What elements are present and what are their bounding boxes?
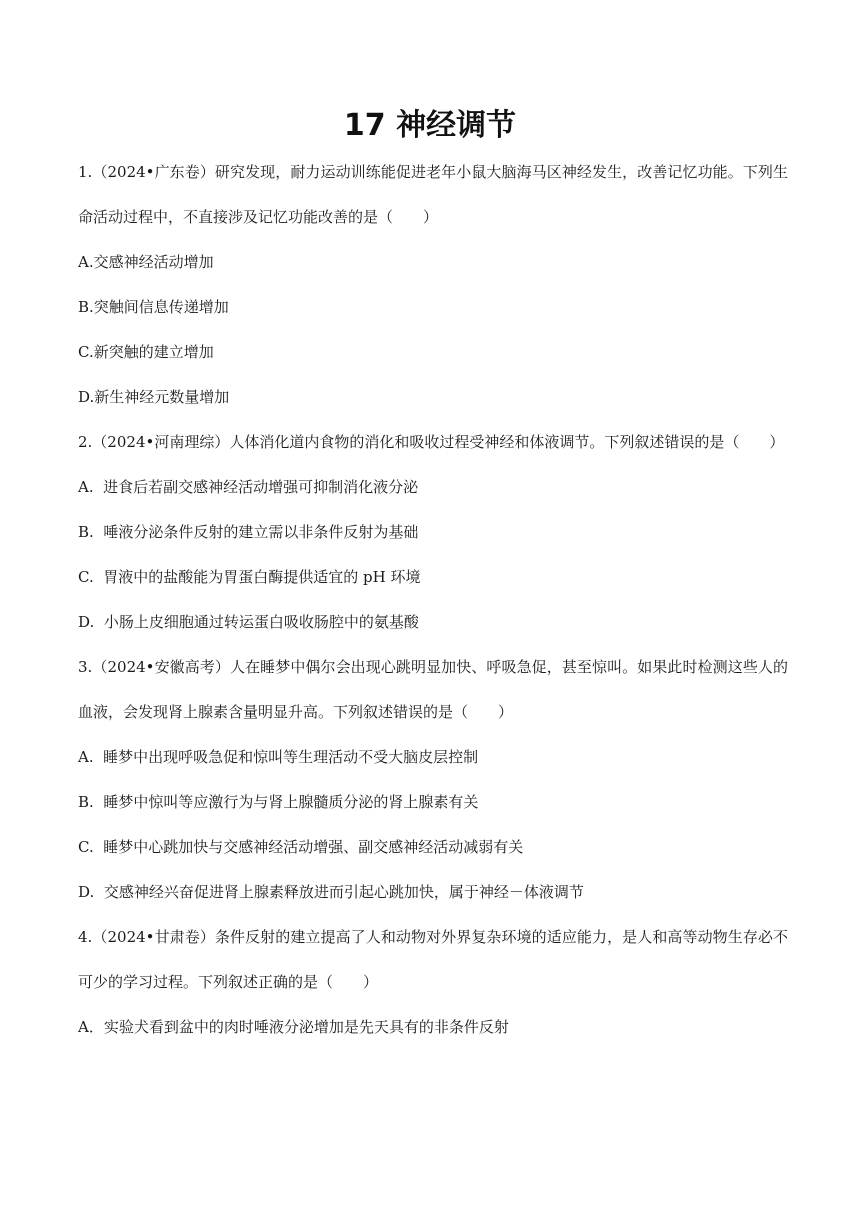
option-a xyxy=(78,240,788,285)
option-b xyxy=(78,285,788,330)
option-label: D. xyxy=(78,388,95,406)
question-3 xyxy=(78,645,788,915)
option-b xyxy=(78,780,788,825)
option-text: 交感神经兴奋促进肾上腺素释放进而引起心跳加快，属于神经－体液调节 xyxy=(103,883,584,901)
question-4 xyxy=(78,915,788,1050)
question-stem: 3.（2024•安徽高考）人在睡梦中偶尔会出现心跳明显加快、呼吸急促，甚至惊叫。如果此时检测这些人的血液，会发现肾上腺素含量明显升高。下列叙述错误的是（ ） xyxy=(78,658,788,721)
option-text: 小肠上皮细胞通过转运蛋白吸收肠腔中的氨基酸 xyxy=(103,613,419,631)
option-a xyxy=(78,1005,788,1050)
page-title: 17 神经调节 xyxy=(343,108,517,143)
option-text: 睡梦中出现呼吸急促和惊叫等生理活动不受大脑皮层控制 xyxy=(103,748,479,766)
option-label: B. xyxy=(78,298,94,316)
option-text: 新生神经元数量增加 xyxy=(94,388,230,406)
option-label: A. xyxy=(78,748,94,766)
option-label: C. xyxy=(78,568,94,586)
option-text: 睡梦中惊叫等应激行为与肾上腺髓质分泌的肾上腺素有关 xyxy=(103,793,479,811)
question-1 xyxy=(78,150,788,420)
option-label: C. xyxy=(78,343,94,361)
option-label: B. xyxy=(78,793,94,811)
question-stem: 4.（2024•甘肃卷）条件反射的建立提高了人和动物对外界复杂环境的适应能力，是人和高等动物生存必不可少的学习过程。下列叙述正确的是（ ） xyxy=(78,928,788,991)
option-d xyxy=(78,600,788,645)
option-a xyxy=(78,735,788,780)
question-2 xyxy=(78,420,788,645)
option-c xyxy=(78,825,788,870)
option-text: 睡梦中心跳加快与交感神经活动增强、副交感神经活动减弱有关 xyxy=(103,838,524,856)
option-text: 胃液中的盐酸能为胃蛋白酶提供适宜的 pH 环境 xyxy=(103,568,421,586)
option-text: 突触间信息传递增加 xyxy=(93,298,229,316)
option-label: C. xyxy=(78,838,94,856)
option-c xyxy=(78,555,788,600)
option-label: D. xyxy=(78,613,95,631)
option-d xyxy=(78,375,788,420)
option-label: A. xyxy=(78,478,94,496)
option-label: A. xyxy=(78,253,94,271)
option-text: 唾液分泌条件反射的建立需以非条件反射为基础 xyxy=(103,523,419,541)
question-stem: 1.（2024•广东卷）研究发现，耐力运动训练能促进老年小鼠大脑海马区神经发生，改善记忆功能。下列生命活动过程中，不直接涉及记忆功能改善的是（ ） xyxy=(78,163,788,226)
option-a xyxy=(78,465,788,510)
question-stem: 2.（2024•河南理综）人体消化道内食物的消化和吸收过程受神经和体液调节。下列叙述错误的是（ ） xyxy=(78,433,785,451)
option-text: 交感神经活动增加 xyxy=(93,253,214,271)
question-list xyxy=(78,150,788,1050)
option-text: 新突触的建立增加 xyxy=(93,343,214,361)
option-label: A． xyxy=(78,1018,104,1036)
option-c xyxy=(78,330,788,375)
option-label: B. xyxy=(78,523,94,541)
option-text: 实验犬看到盆中的肉时唾液分泌增加是先天具有的非条件反射 xyxy=(103,1018,509,1036)
option-text: 进食后若副交感神经活动增强可抑制消化液分泌 xyxy=(103,478,419,496)
option-b xyxy=(78,510,788,555)
option-d xyxy=(78,870,788,915)
option-label: D. xyxy=(78,883,95,901)
